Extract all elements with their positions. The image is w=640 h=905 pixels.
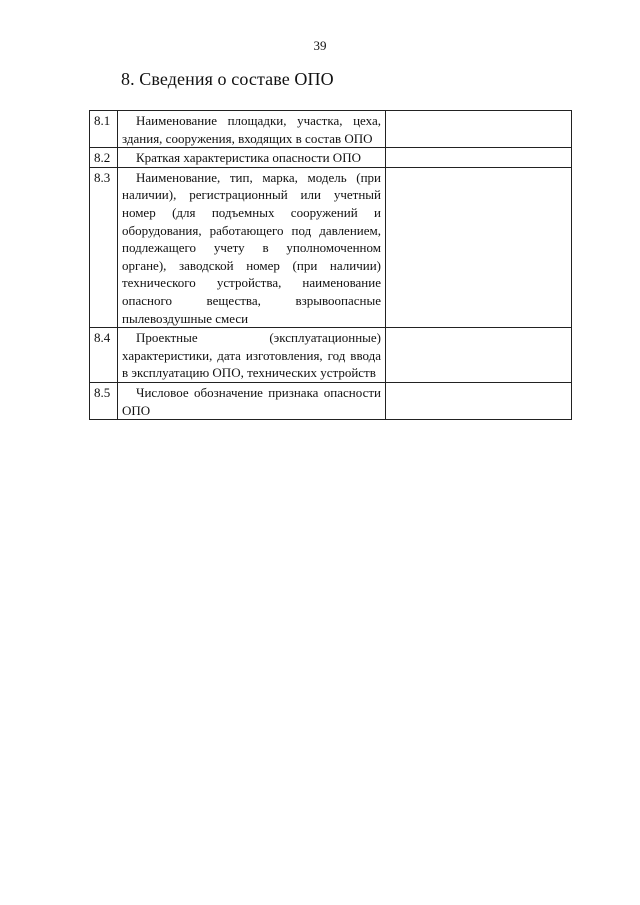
row-description — [118, 382, 386, 419]
table-row — [90, 148, 572, 168]
row-number: 8.2 — [90, 148, 118, 168]
section-title: 8. Сведения о составе ОПО — [121, 69, 334, 89]
row-description-text: Наименование, тип, марка, модель (при наличии), регистрационный или учетный номер (для подъемных сооружений и оборудования, работающего под давлением, подлежащего учету в уполномоченном органе), заводской номер (при наличии) технического устройства, наименование опасного вещества, взрывоопасные пылевоздушные смеси — [122, 169, 381, 326]
row-value-field[interactable] — [386, 382, 572, 419]
row-value-field[interactable] — [386, 167, 572, 327]
table-row — [90, 167, 572, 327]
composition-table — [89, 110, 572, 420]
row-description — [118, 328, 386, 383]
row-number: 8.3 — [90, 167, 118, 327]
row-description — [118, 148, 386, 168]
table-row — [90, 382, 572, 419]
row-number: 8.5 — [90, 382, 118, 419]
row-description-text: Проектные (эксплуатационные) характеристики, дата изготовления, год ввода в эксплуатацию ОПО, технических устройств — [122, 330, 381, 381]
row-description-text: Краткая характеристика опасности ОПО — [136, 150, 361, 166]
row-description — [118, 167, 386, 327]
table-row — [90, 111, 572, 148]
table-row — [90, 328, 572, 383]
row-description — [118, 111, 386, 148]
row-value-field[interactable] — [386, 148, 572, 168]
row-number: 8.4 — [90, 328, 118, 383]
row-description-text: Наименование площадки, участка, цеха, здания, сооружения, входящих в состав ОПО — [122, 113, 381, 146]
row-value-field[interactable] — [386, 111, 572, 148]
row-number: 8.1 — [90, 111, 118, 148]
page-number: 39 — [313, 38, 327, 53]
row-value-field[interactable] — [386, 328, 572, 383]
row-description-text: Числовое обозначение признака опасности ОПО — [122, 384, 381, 418]
